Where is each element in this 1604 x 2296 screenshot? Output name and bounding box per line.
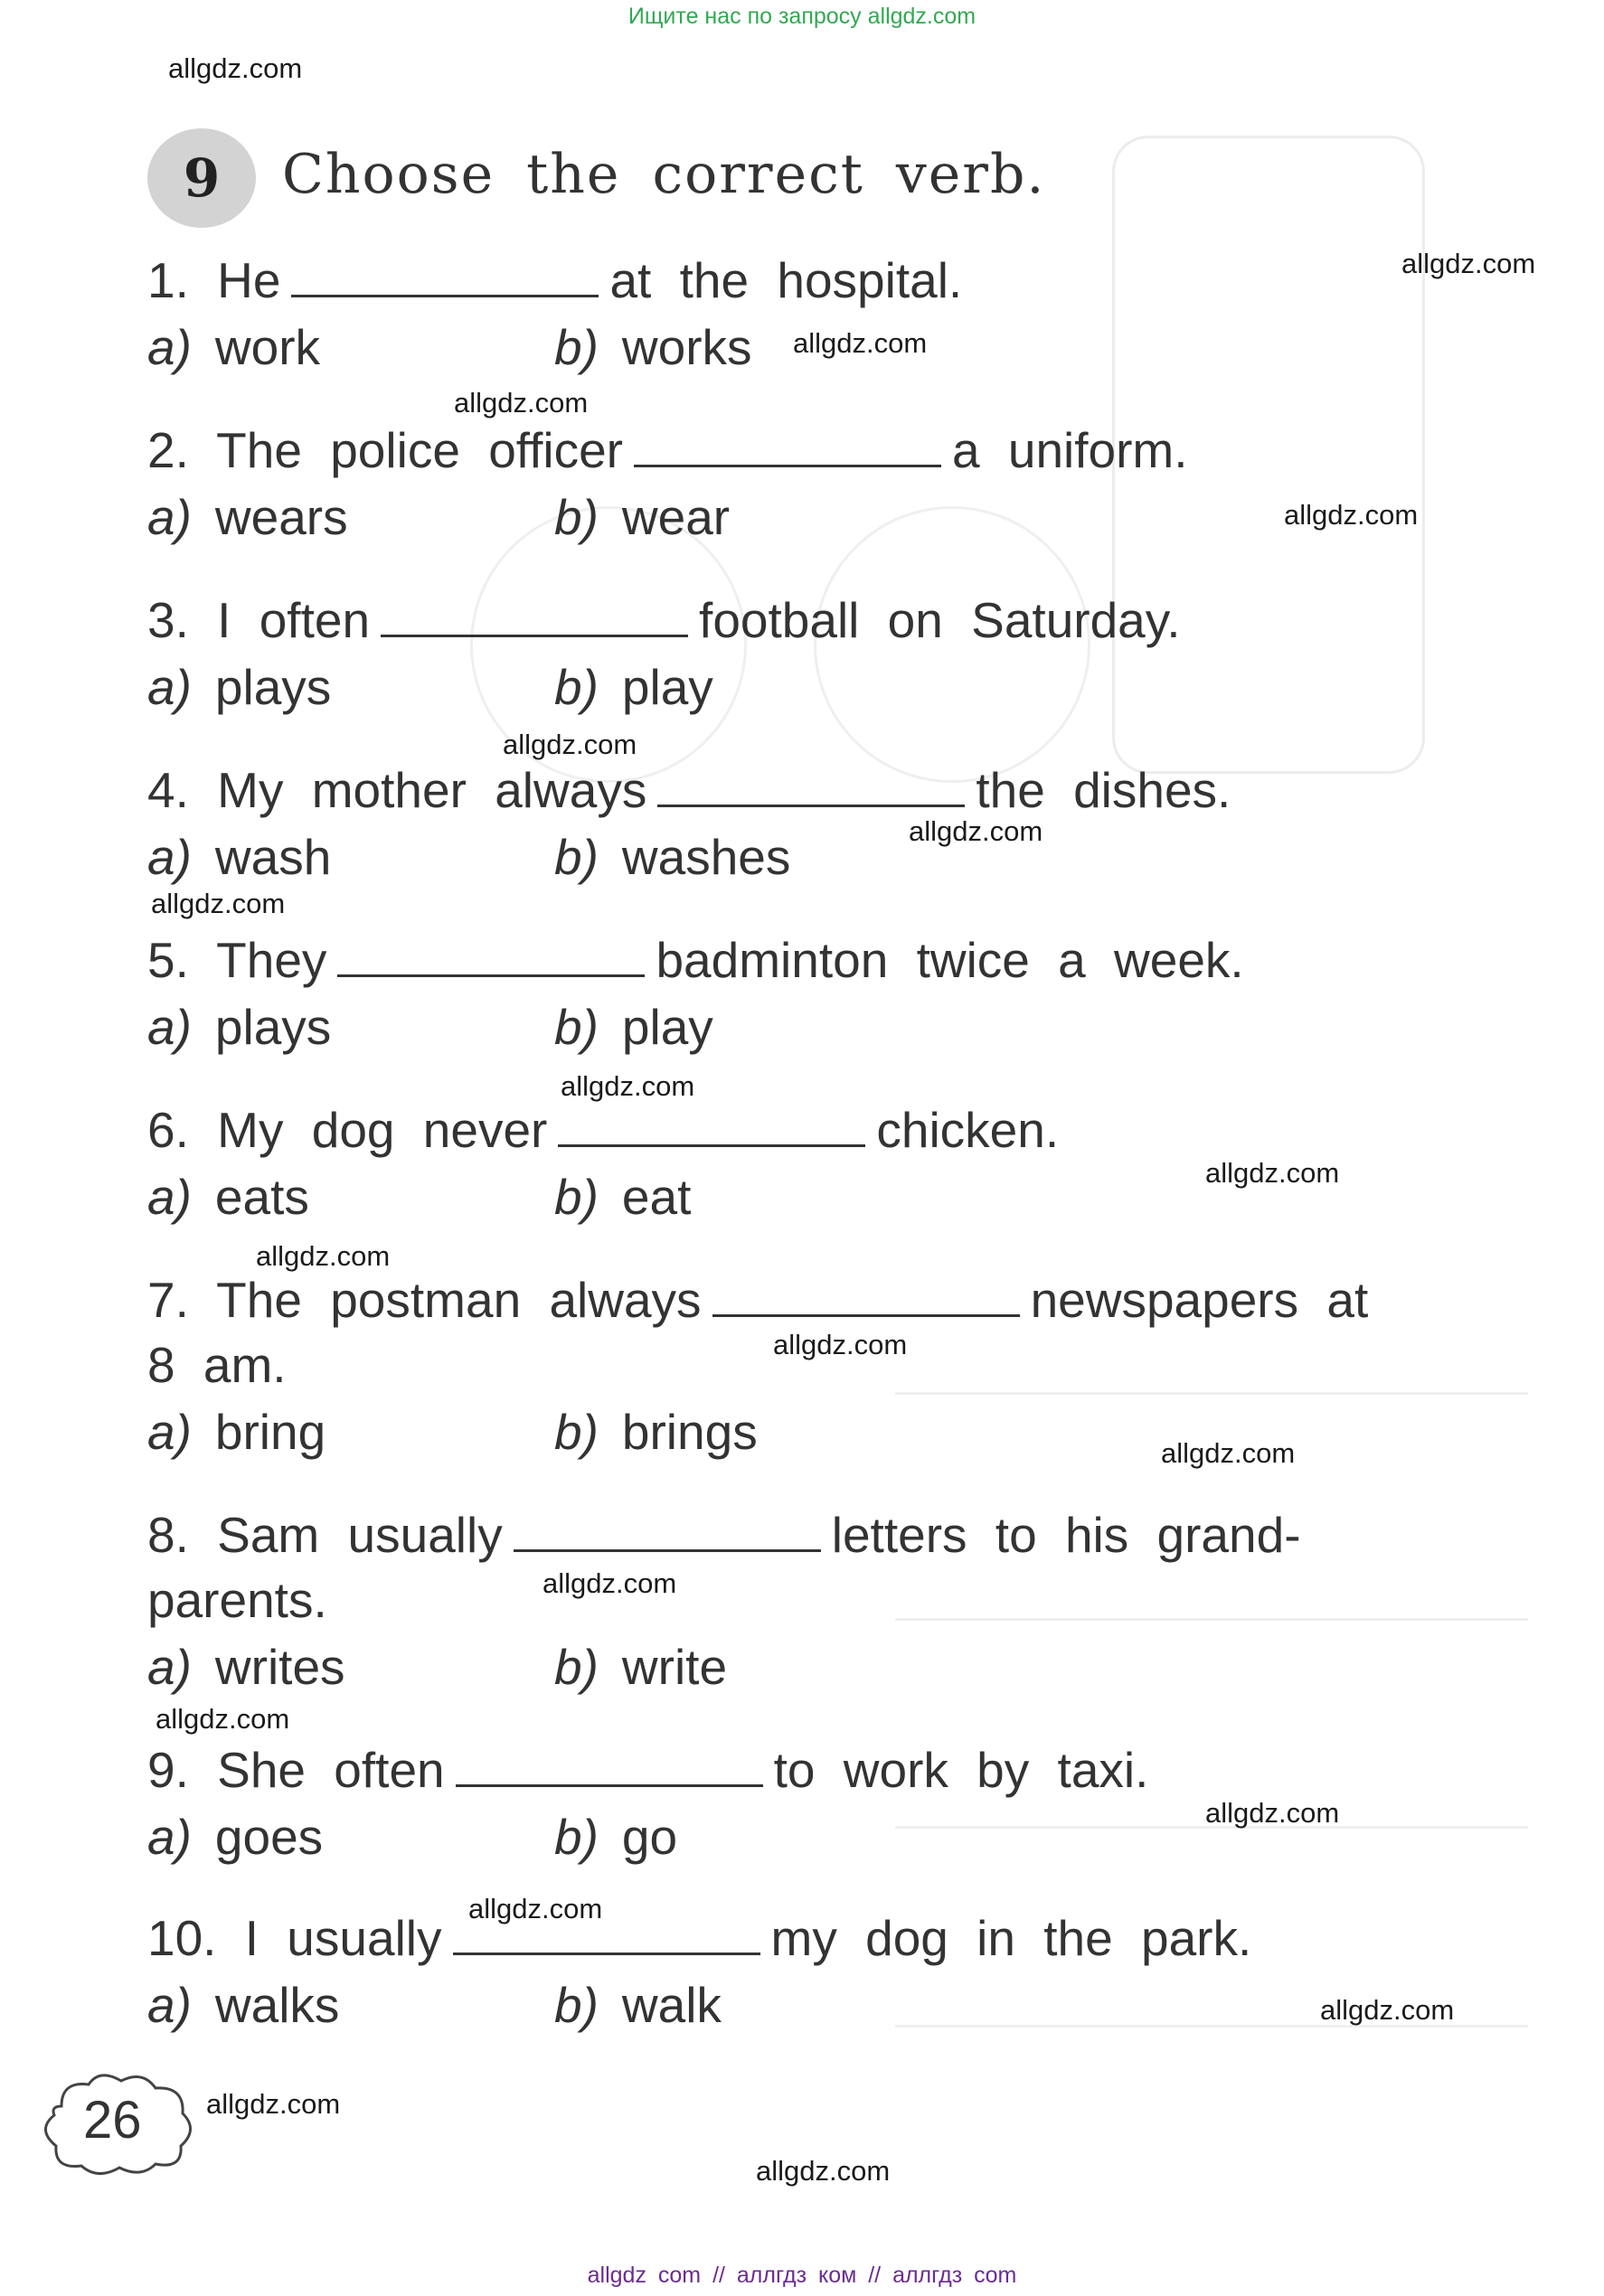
sentence-end: newspapers at xyxy=(1030,1272,1369,1328)
sentence-start: 8. Sam usually xyxy=(147,1507,503,1563)
option-a[interactable]: a) eats xyxy=(147,1169,309,1225)
sentence-end: a uniform. xyxy=(951,422,1188,478)
sentence-continuation: parents. xyxy=(147,1572,327,1628)
answer-options xyxy=(147,998,1142,1061)
watermark: allgdz.com xyxy=(151,888,286,919)
exercise-sentence xyxy=(147,931,1244,989)
answer-options xyxy=(147,1808,1142,1871)
answer-options xyxy=(147,318,1142,381)
task-title: Choose the correct verb. xyxy=(282,143,1046,206)
footer-links[interactable]: allgdz com // аллгдз ком // аллгдз com xyxy=(587,2263,1017,2288)
exercise-sentence xyxy=(147,761,1231,819)
answer-options xyxy=(147,658,1142,721)
option-b[interactable]: b) play xyxy=(554,659,713,715)
sentence-end: badminton twice a week. xyxy=(656,932,1244,988)
exercise-sentence xyxy=(147,1271,1368,1329)
search-hint-link[interactable]: Ищите нас по запросу allgdz.com xyxy=(627,4,977,29)
sentence-end: to work by taxi. xyxy=(773,1742,1149,1798)
sentence-start: 9. She often xyxy=(147,1742,445,1798)
answer-options xyxy=(147,1638,1142,1701)
show-through-line xyxy=(895,1392,1528,1395)
option-a[interactable]: a) goes xyxy=(147,1809,324,1865)
sentence-start: 4. My mother always xyxy=(147,762,647,818)
sentence-start: 2. The police officer xyxy=(147,422,623,478)
watermark: allgdz.com xyxy=(454,387,589,419)
watermark: allgdz.com xyxy=(909,815,1043,847)
watermark: allgdz.com xyxy=(1161,1437,1296,1469)
option-b[interactable]: b) write xyxy=(554,1639,728,1695)
answer-options xyxy=(147,1168,1142,1231)
exercise-sentence xyxy=(147,1741,1148,1799)
option-a[interactable]: a) bring xyxy=(147,1404,326,1460)
option-a[interactable]: a) writes xyxy=(147,1639,345,1695)
option-a[interactable]: a) work xyxy=(147,319,321,375)
option-b[interactable]: b) go xyxy=(554,1809,678,1865)
task-number-badge: 9 xyxy=(147,128,256,228)
watermark: allgdz.com xyxy=(793,327,928,359)
answer-blank[interactable] xyxy=(337,974,645,977)
watermark: allgdz.com xyxy=(468,1893,603,1924)
sentence-start: 5. They xyxy=(147,932,327,988)
option-b[interactable]: b) wear xyxy=(554,489,731,545)
sentence-start: 3. I often xyxy=(147,592,371,648)
sentence-continuation: 8 am. xyxy=(147,1337,287,1393)
sentence-start: 6. My dog never xyxy=(147,1102,548,1158)
option-b[interactable]: b) walk xyxy=(554,1977,722,2033)
exercise-sentence xyxy=(147,1506,1301,1564)
sentence-start: 7. The postman always xyxy=(147,1272,702,1328)
watermark: allgdz.com xyxy=(1205,1157,1340,1189)
option-a[interactable]: a) plays xyxy=(147,659,332,715)
exercise-sentence xyxy=(147,1909,1251,1967)
watermark: allgdz.com xyxy=(773,1329,908,1360)
exercise-sentence xyxy=(147,251,962,309)
sentence-end: football on Saturday. xyxy=(699,592,1181,648)
show-through-line xyxy=(895,1618,1528,1621)
sentence-end: the dishes. xyxy=(976,762,1231,818)
answer-blank[interactable] xyxy=(657,805,965,807)
answer-blank[interactable] xyxy=(558,1144,865,1147)
watermark: allgdz.com xyxy=(156,1703,290,1735)
option-b[interactable]: b) eat xyxy=(554,1169,692,1225)
answer-options xyxy=(147,828,1142,891)
answer-blank[interactable] xyxy=(291,295,599,297)
sentence-start: 1. He xyxy=(147,252,281,308)
exercise-sentence xyxy=(147,591,1180,649)
option-b[interactable]: b) brings xyxy=(554,1404,758,1460)
answer-blank[interactable] xyxy=(634,465,941,467)
option-a[interactable]: a) walks xyxy=(147,1977,340,2033)
answer-blank[interactable] xyxy=(381,635,688,637)
sentence-start: 10. I usually xyxy=(147,1910,442,1966)
option-a[interactable]: a) wash xyxy=(147,829,332,885)
option-b[interactable]: b) play xyxy=(554,999,713,1055)
watermark: allgdz.com xyxy=(206,2088,341,2120)
watermark: allgdz.com xyxy=(503,729,637,760)
option-b[interactable]: b) works xyxy=(554,319,752,375)
answer-blank[interactable] xyxy=(712,1314,1020,1317)
watermark: allgdz.com xyxy=(543,1567,677,1599)
page-number: 26 xyxy=(83,2091,142,2150)
answer-blank[interactable] xyxy=(456,1784,763,1787)
answer-options xyxy=(147,488,1142,551)
sentence-end: letters to his grand- xyxy=(831,1507,1301,1563)
option-a[interactable]: a) plays xyxy=(147,999,332,1055)
answer-options xyxy=(147,1976,1142,2039)
option-b[interactable]: b) washes xyxy=(554,829,791,885)
answer-blank[interactable] xyxy=(514,1549,821,1552)
answer-blank[interactable] xyxy=(453,1953,760,1955)
exercise-sentence xyxy=(147,1101,1059,1159)
sentence-end: at the hospital. xyxy=(609,252,963,308)
watermark: allgdz.com xyxy=(256,1240,391,1272)
sentence-end: my dog in the park. xyxy=(770,1910,1252,1966)
watermark: allgdz.com xyxy=(1284,499,1419,531)
option-a[interactable]: a) wears xyxy=(147,489,348,545)
watermark: allgdz.com xyxy=(1205,1797,1340,1829)
watermark: allgdz.com xyxy=(561,1070,695,1102)
watermark: allgdz.com xyxy=(168,52,303,84)
watermark: allgdz.com xyxy=(1320,1994,1455,2026)
sentence-end: chicken. xyxy=(876,1102,1060,1158)
watermark: allgdz.com xyxy=(756,2155,891,2187)
answer-options xyxy=(147,1403,1142,1466)
exercise-sentence xyxy=(147,421,1188,479)
watermark: allgdz.com xyxy=(1401,248,1536,279)
